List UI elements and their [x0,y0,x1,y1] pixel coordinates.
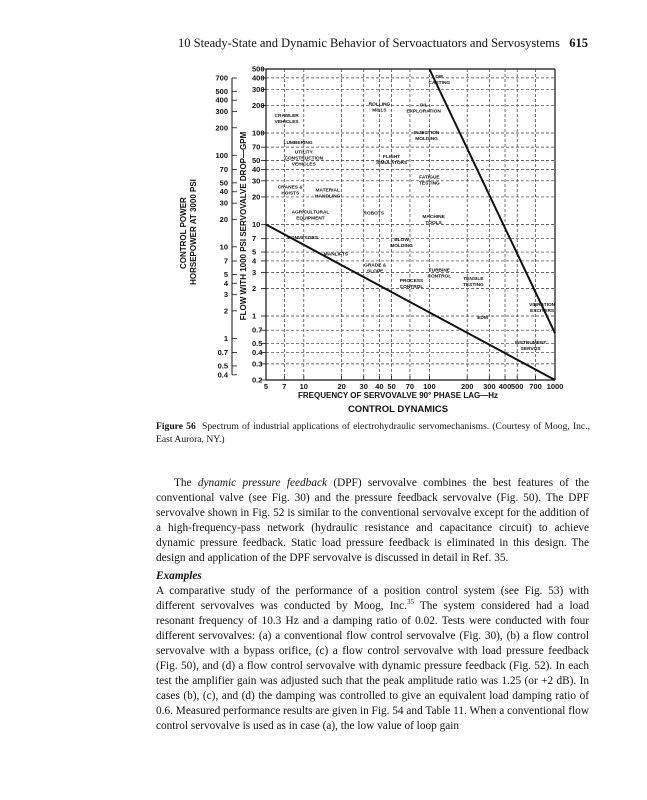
hp-tick-label: 0.7 [217,348,228,358]
flow-tick-label: 200 [252,100,265,110]
y-axis-title-horsepower: CONTROL POWER HORSEPOWER AT 3000 PSI [179,179,198,285]
region-label: UTILITY CONSTRUCTION VEHICLES [284,150,324,168]
region-label: CONVEYORS [287,236,319,242]
flow-tick-label: 70 [252,142,261,152]
hp-tick-label: 40 [219,187,228,197]
flow-tick-label: 5 [252,247,257,257]
x-tick-label: 20 [337,382,346,391]
caption-label: Figure 56 [156,421,196,432]
flow-tick-label: 30 [252,176,261,186]
hp-tick-label: 100 [215,150,228,160]
p1-start: The [174,477,198,489]
x-tick-label: 200 [460,382,474,391]
running-title: 10 Steady-State and Dynamic Behavior of Servoactuators and Servosystems [178,36,560,50]
flow-tick-label: 40 [252,164,261,174]
horsepower-axis [215,73,237,379]
region-label: ROLLING MILLS [368,102,391,114]
region-label: VIBRATION EXCITERS [529,303,556,315]
flow-tick-label: 7 [252,234,257,244]
region-label: EDM [477,315,488,321]
flow-tick-label: 10 [252,220,261,229]
x-tick-label: 500 [510,382,524,391]
p2-start: A comparative study of the performance of a position control system (see Fig. 53) with different servovalves was conducted by Moog, Inc. [156,585,589,612]
figure-caption [156,421,590,446]
application-regions [275,74,556,352]
flow-tick-label: 2 [252,283,257,293]
hp-tick-label: 300 [215,107,228,117]
flow-tick-label: 0.4 [252,347,263,357]
x-tick-label: 700 [529,382,542,391]
region-label: BLOW MOLDING [390,238,413,250]
p2-rest: The system considered had a load resonant frequency of 10.3 Hz and a damping ratio of 0.02. Tests were conducted with four different servovalves: (a) a conventional flow control servovalve (Fig. 30), (b) a flow control servovalve with a bypass orifice, (c) a flow control servovalve with load pressure feedback (Fig. 50), and (d) a flow control servovalve with dynamic pressure feedback (Fig. 52). In each test the amplifier gain was adjusted such that the peak amplitude ratio was 1.25 (or +2 dB). In cases (b), (c), and (d) the damping was controlled to give an equivalent load damping ratio of 0.6. Measured performance results are given in Fig. 54 and Table 11. When a conventional flow control servovalve is used as in case (a), the low value of loop gain [156,600,589,732]
x-tick-label: 40 [375,382,384,391]
region-label: PROCESS CONTROL [399,278,424,290]
upper-boundary [429,69,555,333]
flow-tick-label: 0.5 [252,339,263,349]
flow-tick-label: 100 [252,128,265,138]
x-tick-label: 7 [282,382,287,391]
x-tick-label: 70 [405,382,415,391]
flow-tick-label: 0.3 [252,359,263,369]
flow-tick-label: 300 [252,84,265,94]
hp-tick-label: 10 [219,242,228,252]
hp-tick-label: 20 [219,214,228,224]
region-label: MACHINE TOOLS [422,214,445,226]
region-label: AGRICULTURAL EQUIPMENT [291,210,330,222]
x-tick-label: 100 [423,382,436,391]
x-tick-label: 10 [299,382,308,391]
hp-tick-label: 0.4 [217,370,228,380]
p1-emphasis: dynamic pressure feedback [197,477,328,489]
flow-tick-label: 0.7 [252,325,263,335]
flow-tick-label: 3 [252,267,257,277]
x-tick-label: 1000 [546,382,564,391]
region-label: TURBINE CONTROL [427,268,452,280]
x-axis-title: FREQUENCY OF SERVOVALVE 90° PHASE LAG—Hz [298,391,498,400]
hp-tick-label: 500 [215,86,228,96]
region-label: INJECTION MOLDING [413,131,440,143]
hp-tick-label: 30 [219,198,228,208]
flow-tick-label: 4 [252,256,257,266]
hp-tick-label: 4 [223,278,228,288]
hp-tick-label: 2 [223,306,228,316]
region-label: FLIGHT SIMULATORS [375,154,408,166]
hp-tick-label: 0.5 [217,361,228,371]
hp-tick-label: 3 [223,290,228,300]
hp-tick-label: 1 [223,333,228,343]
hp-tick-label: 70 [219,164,228,174]
x-tick-label: 30 [359,382,368,391]
region-label: ROBOTS [363,211,384,217]
chart-title: CONTROL DYNAMICS [347,404,449,415]
flow-tick-label: 1 [252,311,257,321]
paragraph-dpf [156,476,589,566]
chart-grid [266,69,555,380]
region-label: INSTRUMENT SERVOS [514,341,547,353]
y-axis-title-flow: FLOW WITH 1000 PSI SERVOVALVE DROP—GPM [239,131,248,321]
section-heading-examples: Examples [156,570,202,582]
flow-tick-label: 400 [252,73,265,83]
region-label: MATERIAL HANDLING [315,188,341,200]
paragraph-examples [156,584,589,734]
flow-axis [252,65,266,385]
flow-tick-label: 0.2 [252,375,263,385]
region-label: MANLIFTS [323,252,348,258]
region-label: CRAWLER VEHICLES [274,114,299,126]
flow-tick-label: 50 [252,156,261,166]
p1-rest: (DPF) servovalve combines the best features of the conventional valve (see Fig. 30) and the pressure feedback servovalve (Fig. 50). The DPF servovalve shown in Fig. 52 is similar to the conventional servovalve except for the addition of a high-frequency-pass network (hydraulic resistance and capacitance circuit) to achieve dynamic pressure feedback. Static load pressure feedback is eliminated in this design. The design and application of the DPF servovalve is discussed in detail in Ref. 35. [156,477,589,564]
region-label: LUMBERING [283,140,313,146]
region-label: CRANES & HOISTS [277,185,303,197]
page-number: 615 [569,36,588,50]
region-label: OIL EXPLORATION [406,103,441,115]
x-tick-label: 300 [483,382,496,391]
hp-tick-label: 200 [215,123,228,133]
hp-tick-label: 400 [215,95,228,105]
flow-tick-label: 500 [252,64,265,74]
hp-tick-label: 700 [215,73,228,83]
flow-tick-label: 20 [252,192,261,202]
frequency-axis [264,376,563,391]
x-tick-label: 50 [387,382,396,391]
region-label: DIE CASTING [428,74,451,86]
region-label: FATIGUE TESTING [419,175,440,187]
caption-text: Spectrum of industrial applications of electrohydraulic servomechanisms. (Courtesy of Moog, Inc., East Aurora, NY.) [156,421,590,445]
x-tick-label: 5 [263,382,269,391]
hp-tick-label: 5 [223,269,228,279]
region-label: GRADE & SLOPE [364,263,387,275]
region-label: TENSILE TESTING [462,277,484,289]
reference-superscript: 35 [406,598,414,607]
x-tick-label: 400 [498,382,512,391]
hp-tick-label: 50 [219,178,228,188]
hp-tick-label: 7 [223,256,228,266]
